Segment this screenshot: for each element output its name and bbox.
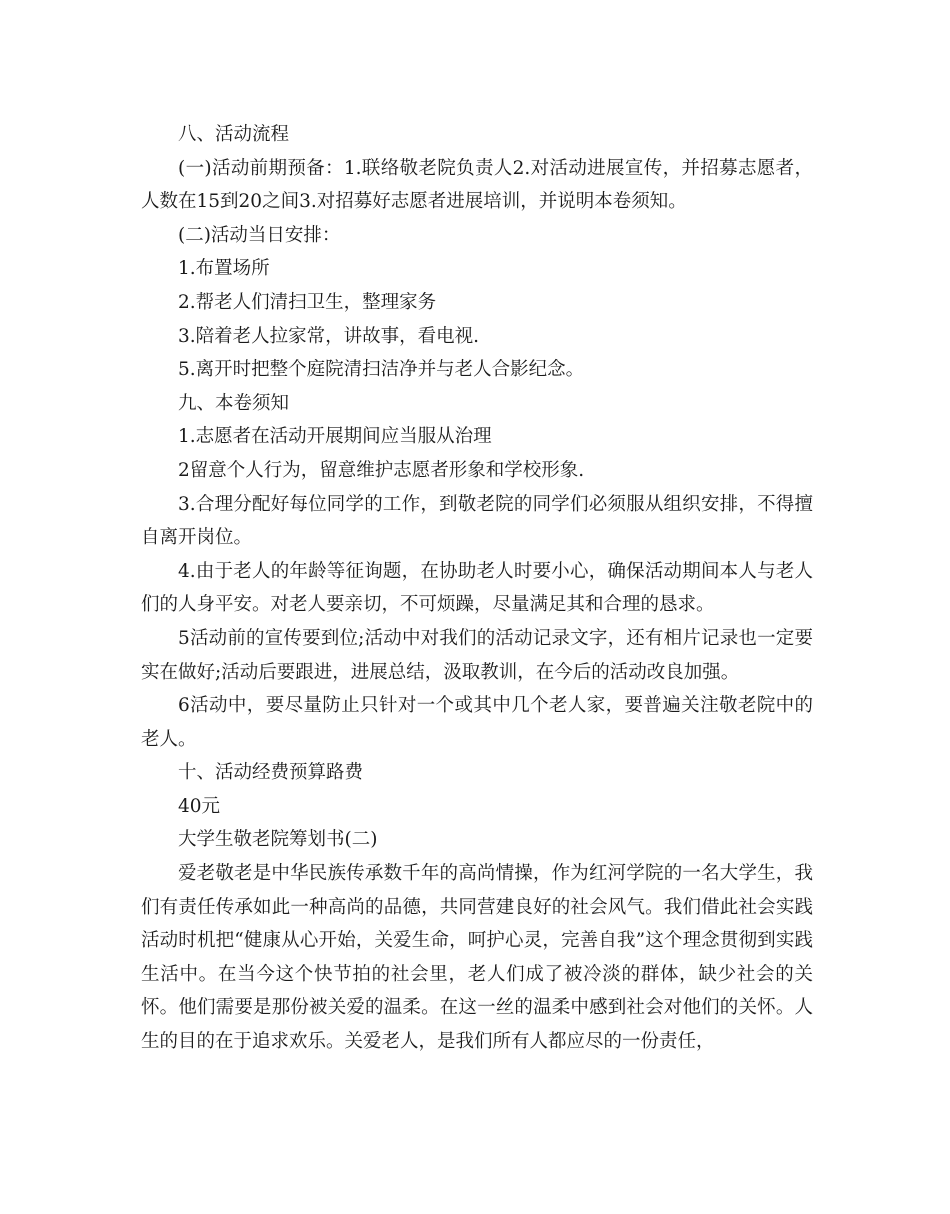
section-heading-notes: 九、本卷须知 — [178, 392, 290, 414]
budget-amount: 40元 — [178, 795, 221, 817]
section-heading-budget: 十、活动经费预算路费 — [178, 762, 364, 784]
document-body — [141, 118, 813, 1059]
paragraph-preparation: (一)活动前期预备：1.联络敬老院负责人2.对活动进展宣传，并招募志愿者，人数在15到20之间3.对招募好志愿者进展培训，并说明本卷须知。 — [141, 157, 813, 213]
paragraph-intro: 爱老敬老是中华民族传承数千年的高尚情操，作为红河学院的一名大学生，我们有责任传承如此一种高尚的品德，共同营建良好的社会风气。我们借此社会实践活动时机把“健康从心开始，关爱生命，呵护心灵，完善自我”这个理念贯彻到实践生活中。在当今这个快节拍的社会里，老人们成了被冷淡的群体，缺少社会的关怀。他们需要是那份被关爱的温柔。在这一丝的温柔中感到社会对他们的关怀。人生的目的在于追求欢乐。关爱老人，是我们所有人都应尽的一份责任， — [141, 863, 813, 1053]
note-item-5: 5活动前的宣传要到位;活动中对我们的活动记录文字，还有相片记录也一定要实在做好;活动后要跟进，进展总结，汲取教训，在今后的活动改良加强。 — [141, 627, 813, 683]
paragraph-day-schedule: (二)活动当日安排： — [178, 224, 341, 246]
section-heading-process: 八、活动流程 — [178, 124, 290, 145]
note-item-2: 2留意个人行为，留意维护志愿者形象和学校形象. — [178, 459, 585, 481]
note-item-4: 4.由于老人的年龄等征询题，在协助老人时要小心，确保活动期间本人与老人们的人身平安。对老人要亲切，不可烦躁，尽量满足其和合理的恳求。 — [141, 560, 813, 616]
note-item-6: 6活动中，要尽量防止只针对一个或其中几个老人家，要普遍关注敬老院中的老人。 — [141, 695, 813, 750]
note-item-1: 1.志愿者在活动开展期间应当服从治理 — [178, 426, 492, 448]
list-item-leaving: 5.离开时把整个庭院清扫洁净并与老人合影纪念。 — [178, 359, 585, 381]
document-subtitle: 大学生敬老院筹划书(二) — [178, 829, 378, 851]
list-item-chatting: 3.陪着老人拉家常，讲故事，看电视. — [178, 325, 480, 347]
list-item-venue: 1.布置场所 — [178, 258, 270, 280]
list-item-cleaning: 2.帮老人们清扫卫生，整理家务 — [178, 291, 437, 313]
note-item-3: 3.合理分配好每位同学的工作，到敬老院的同学们必须服从组织安排，不得擅自离开岗位。 — [141, 493, 813, 549]
